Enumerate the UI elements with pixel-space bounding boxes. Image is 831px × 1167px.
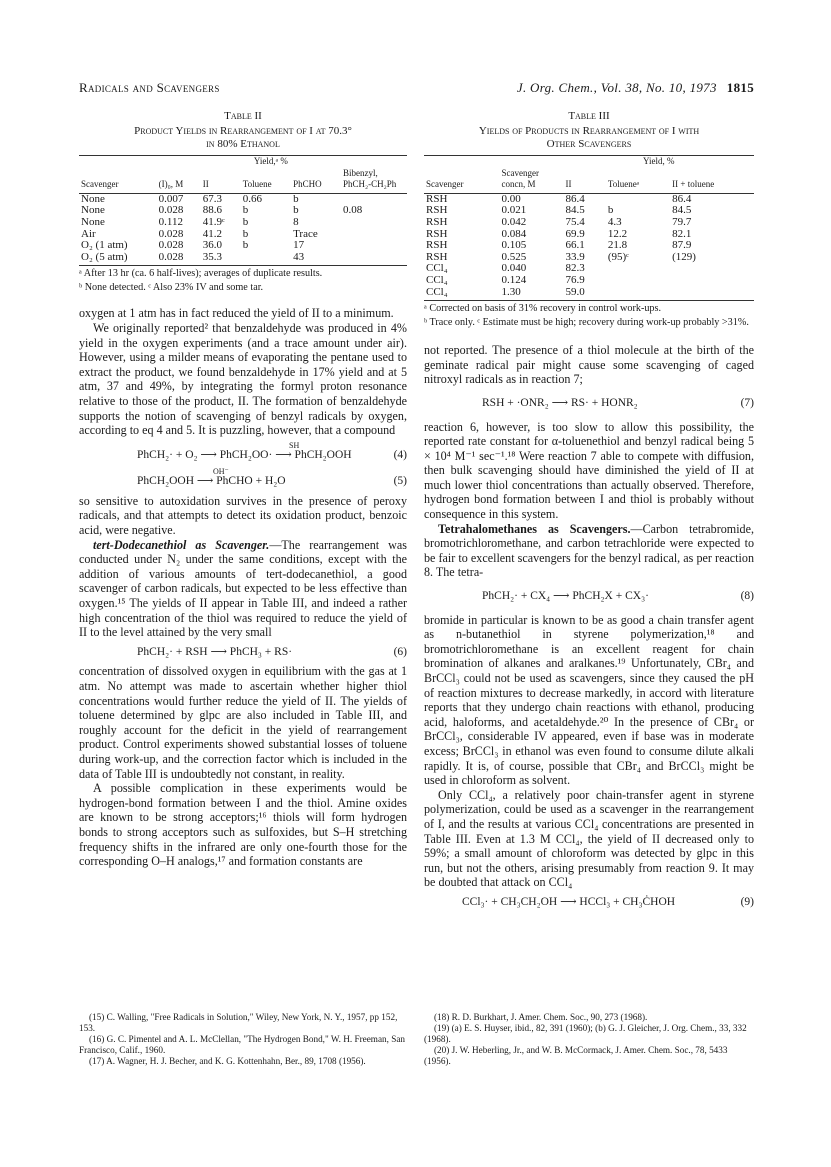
table2-cell bbox=[341, 240, 407, 252]
table3-cell: 0.00 bbox=[501, 192, 521, 205]
table2-cell bbox=[341, 229, 407, 241]
footnotes-right bbox=[424, 1012, 754, 1067]
table2-cell bbox=[341, 217, 407, 229]
table3-cell: 82.3 bbox=[565, 262, 585, 275]
eq9-number: (9) bbox=[740, 895, 754, 908]
table-2-note: ᵃ After 13 hr (ca. 6 half-lives); averages of duplicate results. bbox=[79, 268, 323, 280]
table2-cell: 0.112 bbox=[158, 215, 183, 228]
paragraph bbox=[79, 538, 407, 640]
table2-cell: b bbox=[242, 227, 249, 240]
table3-cell: RSH bbox=[426, 204, 448, 217]
reference: (16) G. C. Pimentel and A. L. McClellan, "The Hydrogen Bond," W. H. Freeman, San Francisco, Calif., 1960. bbox=[79, 1034, 406, 1055]
table3-row bbox=[424, 240, 754, 252]
eq6-number: (6) bbox=[393, 645, 407, 658]
table3-cell: 84.5 bbox=[565, 204, 585, 217]
paragraph: A possible complication in these experiments would be hydrogen-bond formation between I and the thiol. Amine oxides are known to be strong acceptors;¹⁶ thiols will form hydrogen bonds to strong acceptors such as sulfoxides, but S–H stretching frequency shifts in the infrared are only one-fourth those for the corresponding O–H analogs,¹⁷ and formation constants are bbox=[79, 781, 407, 869]
table2-cell: 17 bbox=[293, 239, 305, 252]
table3-row bbox=[424, 205, 754, 217]
table3-cell: 86.4 bbox=[672, 192, 692, 205]
table3-cell: RSH bbox=[426, 192, 448, 205]
table3-cell: CCl₄ bbox=[426, 273, 448, 286]
table-3-caption-line2: Other Scavengers bbox=[546, 138, 632, 150]
equation-9 bbox=[424, 895, 754, 910]
eq5-number: (5) bbox=[393, 475, 407, 488]
table-2-note: ᵇ None detected. ᶜ Also 23% IV and some tar. bbox=[79, 282, 264, 294]
table3-cell: 66.1 bbox=[565, 239, 585, 252]
paragraph: bromide in particular is known to be as good a chain transfer agent as n-butanethiol in styrene polymerization,¹⁸ and bromotrichloromethane is an excellent reagent for chain bromination of alkanes and aralkanes.¹⁹ Unfortunately, CBr₄ and BrCCl₃ could not be used as scavengers, since they caused the pH of reaction mixtures to decrease markedly, in accord with literature reports that they undergo chain reactions with ethanol, producing acid, haloforms, and acetaldehyde.²⁰ In the presence of CBr₄ or BrCCl₃, considerable IV appeared, even if base was in moderate excess; BrCCl₃ in ethanol was even found to consume dilute alkali rapidly. It is, of course, possible that CBr₄ and BrCCl₃ might be used in chloroform as solvent. bbox=[424, 612, 754, 788]
table2-cell: 41.9ᶜ bbox=[202, 215, 225, 228]
table3-cell: 1.30 bbox=[500, 287, 564, 301]
eq9-body: CCl₃· + CH₃CH₂OH ⟶ HCCl₃ + CH₃ĊHOH bbox=[462, 895, 676, 908]
table2-cell: b bbox=[242, 215, 249, 228]
table2-cell: 0.028 bbox=[158, 204, 184, 217]
page-number: 1815 bbox=[726, 80, 754, 95]
running-head-left: Radicals and Scavengers bbox=[79, 80, 220, 95]
table3-cell: 79.7 bbox=[672, 215, 692, 228]
table3-cell: 12.2 bbox=[607, 227, 628, 240]
table3-cell: 75.4 bbox=[565, 215, 585, 228]
table2-cell: 67.3 bbox=[202, 192, 222, 205]
table2-cell: Trace bbox=[293, 227, 318, 240]
table2-row bbox=[79, 240, 407, 252]
table-2-col: (I)₀, M bbox=[157, 168, 201, 194]
paragraph-body: —The rearrangement was conducted under N₂ under the same conditions, except with the addition of various amounts of tert-dodecanethiol, a good scavenger of carbon radicals, but expected to be less effective than oxygen.¹⁵ The yields of II appear in Table III, and indeed a rather high concentration of the thiol was required to reduce the yield of II to the level attained by the very small bbox=[79, 537, 407, 640]
table3-cell bbox=[670, 287, 754, 301]
table-2-caption-line2: in 80% Ethanol bbox=[206, 138, 280, 150]
table3-row bbox=[424, 275, 754, 287]
table3-cell: RSH bbox=[426, 227, 448, 240]
equation-6 bbox=[79, 645, 407, 660]
table-3-caption-line1: Yields of Products in Rearrangement of I with bbox=[478, 125, 700, 137]
paragraph-body: —Carbon tetrabromide, bromotrichloromethane, and carbon tetrachloride were expected to be fair to excellent scavengers for the benzyl radical, as per reaction 8. The tetra- bbox=[424, 521, 754, 580]
eq4-over: SH bbox=[289, 440, 300, 450]
table3-cell: 33.9 bbox=[565, 250, 585, 263]
eq5-body: PhCH₂OOH ⟶ PhCHO + H₂O bbox=[137, 475, 286, 488]
paragraph: not reported. The presence of a thiol molecule at the birth of the geminate radical pair might cause some scavenging of caged nitroxyl radicals as in reaction 7; bbox=[424, 343, 754, 387]
table-3-col: Tolueneᵃ bbox=[606, 168, 670, 194]
table3-cell: 86.4 bbox=[565, 192, 585, 205]
table-3-col: Scavenger bbox=[424, 168, 500, 194]
paragraph: oxygen at 1 atm has in fact reduced the yield of II to a minimum. bbox=[79, 306, 394, 321]
table3-cell: 0.525 bbox=[501, 250, 527, 263]
table-2 bbox=[79, 110, 407, 294]
table2-row bbox=[79, 217, 407, 229]
table3-cell: 0.124 bbox=[501, 273, 527, 286]
table3-cell: CCl₄ bbox=[426, 262, 448, 275]
paragraph: Only CCl₄, a relatively poor chain-transfer agent in styrene polymerization, could be used as a scavenger in the rearrangement of I, and the results at various CCl₄ concentrations are presented in Table III. Even at 1.3 M CCl₄, the yield of II decreased only to 59%; a small amount of chloroform was detected by glpc in this run, but not the others, arising presumably from reaction 9. It may be doubted that attack on CCl₄ bbox=[424, 787, 754, 890]
paragraph: so sensitive to autoxidation survives in the presence of peroxy radicals, and that attempts to detect its oxidation product, benzoic acid, were negative. bbox=[79, 493, 407, 538]
eq7-number: (7) bbox=[740, 396, 754, 409]
table2-cell: 0.028 bbox=[158, 239, 184, 252]
table-2-col: Scavenger bbox=[79, 168, 157, 194]
table2-cell bbox=[241, 252, 291, 266]
table3-cell: RSH bbox=[426, 215, 448, 228]
equation-8 bbox=[424, 589, 754, 604]
table2-cell: O₂ (5 atm) bbox=[79, 252, 157, 266]
table3-cell: 76.9 bbox=[565, 273, 585, 286]
table2-cell: Air bbox=[81, 227, 96, 240]
table-3-note: ᵇ Trace only. ᶜ Estimate must be high; recovery during work-up probably >31%. bbox=[424, 317, 749, 329]
table3-cell: 87.9 bbox=[672, 239, 692, 252]
table2-cell: b bbox=[242, 239, 249, 252]
table3-cell: b bbox=[607, 204, 614, 217]
table3-cell: (95)ᶜ bbox=[607, 250, 629, 263]
table-3-yield-header: Yield, % bbox=[564, 156, 754, 168]
table2-row bbox=[79, 252, 407, 266]
reference: (20) J. W. Heberling, Jr., and W. B. McCormack, J. Amer. Chem. Soc., 78, 5433 (1956). bbox=[424, 1045, 728, 1066]
table2-cell: None bbox=[81, 192, 105, 205]
reference: (15) C. Walling, "Free Radicals in Solution," Wiley, New York, N. Y., 1957, pp 152, 153. bbox=[79, 1012, 398, 1033]
table-3-col: II bbox=[564, 168, 606, 194]
table3-cell bbox=[670, 263, 754, 275]
table2-cell: 41.2 bbox=[202, 227, 222, 240]
table3-row bbox=[424, 229, 754, 241]
table2-cell: 0.66 bbox=[242, 192, 262, 205]
table-2-number: Table II bbox=[224, 110, 262, 122]
table3-cell bbox=[606, 275, 670, 287]
table2-cell: 0.08 bbox=[343, 204, 363, 217]
section-heading: tert-Dodecanethiol as Scavenger. bbox=[93, 537, 270, 552]
table3-cell: 21.8 bbox=[607, 239, 628, 252]
eq6-body: PhCH₂· + RSH ⟶ PhCH₃ + RS· bbox=[137, 645, 293, 658]
table3-cell: 4.3 bbox=[607, 215, 622, 228]
table2-cell: O₂ (1 atm) bbox=[81, 239, 128, 252]
table3-cell: 0.084 bbox=[501, 227, 527, 240]
table3-cell: 84.5 bbox=[672, 204, 692, 217]
table3-cell: 69.9 bbox=[565, 227, 585, 240]
table2-cell bbox=[341, 252, 407, 266]
running-head-right bbox=[517, 80, 754, 96]
table3-cell bbox=[670, 275, 754, 287]
table2-cell: 88.6 bbox=[202, 204, 222, 217]
table2-cell: b bbox=[293, 192, 299, 205]
table2-cell: b bbox=[242, 204, 249, 217]
paragraph: concentration of dissolved oxygen in equilibrium with the gas at 1 atm. No attempt was made to ascertain whether higher thiol concentrations would further reduce the yield of II. The yields of toluene determined by glpc are also included in Table III, and roughly account for the deficit in the yield of rearrangement product. Control experiments showed substantial losses of toluene during work-up, and the correction factor which is included in the data of Table III is undoubtedly not constant, in reality. bbox=[79, 664, 407, 781]
table3-cell: (129) bbox=[672, 250, 696, 263]
table3-cell bbox=[606, 287, 670, 301]
table3-row bbox=[424, 193, 754, 205]
journal-citation: J. Org. Chem., Vol. 38, No. 10, 1973 bbox=[516, 80, 717, 95]
table-2-col: Bibenzyl, PhCH₂-CH₂Ph bbox=[341, 168, 407, 194]
table3-cell: CCl₄ bbox=[424, 287, 500, 301]
section-heading: Tetrahalomethanes as Scavengers. bbox=[438, 521, 631, 536]
left-column bbox=[79, 110, 407, 869]
table-3-col: II + toluene bbox=[670, 168, 754, 194]
paragraph: We originally reported² that benzaldehyde was produced in 4% yield in the oxygen experiments (and a trace amount under air). However, using a milder means of evaporating the pentane used to extract the product, we found benzaldehyde in 17% yield and at 5 atm, 37 and 49%, by integrating the formyl proton resonance relative to those of the product, II. The formation of benzaldehyde supports the notion of scavenging of benzyl radicals by oxygen, according to eq 4 and 5. It is puzzling, however, that a compound bbox=[79, 320, 407, 438]
table-2-yield-header: Yield,ᵃ % bbox=[201, 156, 341, 168]
table3-row bbox=[424, 252, 754, 264]
table3-cell: 0.105 bbox=[501, 239, 527, 252]
table-2-col: PhCHO bbox=[291, 168, 341, 194]
reference: (19) (a) E. S. Huyser, ibid., 82, 391 (1960); (b) G. J. Gleicher, J. Org. Chem., 33, 332 (1968). bbox=[424, 1023, 747, 1044]
table-3-number: Table III bbox=[568, 110, 610, 122]
reference: (17) A. Wagner, H. J. Becher, and K. G. Kottenhahn, Ber., 89, 1708 (1956). bbox=[89, 1056, 366, 1066]
paragraph bbox=[424, 522, 754, 580]
footnotes-left bbox=[79, 1012, 409, 1067]
equation-4 bbox=[79, 440, 407, 463]
table3-cell: RSH bbox=[426, 250, 448, 263]
paragraph: reaction 6, however, is too slow to allow this possibility, the reported rate constant for α-toluenethiol and benzyl radical being 5 × 10⁴ M⁻¹ sec⁻¹.¹⁸ Were reaction 7 able to compete with diffusion, then bulk scavenging should have diminished the yield of II at much lower thiol concentrations than actually observed. Therefore, hydrogen bond formation between I and thiol is probably without consequence in this system. bbox=[424, 419, 754, 522]
table2-cell: 0.028 bbox=[158, 227, 184, 240]
table3-cell: 0.040 bbox=[501, 262, 527, 275]
table3-row bbox=[424, 287, 754, 301]
table3-cell: 0.021 bbox=[501, 204, 527, 217]
table-2-caption-line1: Product Yields in Rearrangement of I at 70.3° bbox=[134, 125, 352, 137]
table2-cell: None bbox=[81, 215, 105, 228]
table2-cell: 36.0 bbox=[202, 239, 222, 252]
eq8-number: (8) bbox=[740, 590, 754, 603]
table-3-grid bbox=[424, 155, 754, 301]
right-column bbox=[424, 110, 754, 915]
table-3-col: Scavenger concn, M bbox=[500, 168, 564, 194]
eq5-over: OH⁻ bbox=[213, 467, 229, 477]
table3-row bbox=[424, 263, 754, 275]
table2-cell: 8 bbox=[293, 215, 299, 228]
table3-cell: 82.1 bbox=[672, 227, 692, 240]
equation-5 bbox=[79, 467, 407, 489]
table3-cell bbox=[606, 193, 670, 205]
table2-cell: 0.007 bbox=[158, 192, 184, 205]
table2-cell: b bbox=[293, 204, 299, 217]
table2-cell: None bbox=[81, 204, 105, 217]
table2-cell: 0.028 bbox=[157, 252, 201, 266]
table3-cell bbox=[606, 263, 670, 275]
table-2-col: II bbox=[201, 168, 241, 194]
table-2-grid bbox=[79, 155, 407, 266]
table3-cell: 0.042 bbox=[501, 215, 527, 228]
reference: (18) R. D. Burkhart, J. Amer. Chem. Soc., 90, 273 (1968). bbox=[434, 1012, 648, 1022]
table-3 bbox=[424, 110, 754, 329]
eq8-body: PhCH₂· + CX₄ ⟶ PhCH₂X + CX₃· bbox=[482, 590, 649, 603]
table3-cell: 59.0 bbox=[564, 287, 606, 301]
table2-cell: 43 bbox=[291, 252, 341, 266]
table-3-note: ᵃ Corrected on basis of 31% recovery in control work-ups. bbox=[424, 303, 662, 315]
table-2-col: Toluene bbox=[241, 168, 291, 194]
table3-cell: RSH bbox=[426, 239, 448, 252]
table3-row bbox=[424, 217, 754, 229]
eq4-body: PhCH₂· + O₂ ⟶ PhCH₂OO· ⟶ PhCH₂OOH bbox=[137, 448, 352, 461]
equation-7 bbox=[424, 396, 754, 411]
table2-cell: 35.3 bbox=[201, 252, 241, 266]
eq4-number: (4) bbox=[393, 448, 407, 461]
eq7-body: RSH + ·ONR₂ ⟶ RS· + HONR₂ bbox=[482, 396, 638, 409]
